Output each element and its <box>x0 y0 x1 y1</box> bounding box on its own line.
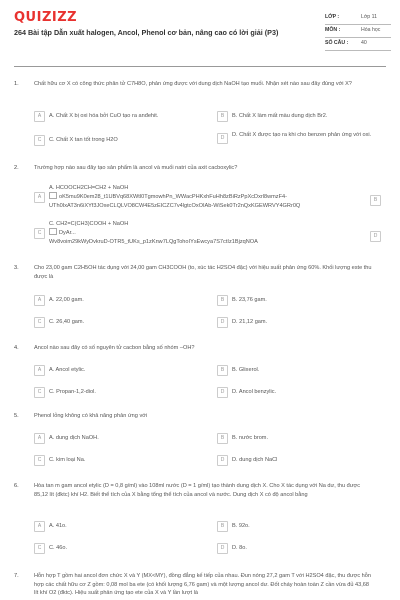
option-b[interactable] <box>217 362 382 378</box>
option-text: D. Ancol benzylic. <box>232 389 277 395</box>
image-alt-text: DyAr... <box>59 230 76 237</box>
option-a[interactable] <box>34 518 204 534</box>
option-d[interactable] <box>217 452 382 468</box>
option-text: D. 21,12 gam. <box>232 319 268 325</box>
option-c[interactable] <box>34 540 204 556</box>
option-letter-box: D <box>217 455 228 466</box>
question-number: 5. <box>14 413 19 419</box>
question-2 <box>14 164 386 256</box>
option-a[interactable] <box>34 362 204 378</box>
option-text: A. Chất X bị oxi hóa bởi CuO tạo ra anđehit. <box>49 113 159 119</box>
image-alt-text: UTh0IxAT3n6iXYf3JOxeCLQLVO8CW4E5zEICZC7v4lgtcOxOIAb-WiSek0Tr2nQxKGEWRVY4GRr0Q <box>49 202 301 209</box>
option-letter-box: A <box>34 365 45 376</box>
option-text: A. HCOOCH2CH=CH2 + NaOH <box>49 185 129 191</box>
option-letter-box: C <box>34 135 45 146</box>
option-letter-box: B <box>217 295 228 306</box>
meta-table <box>325 12 391 51</box>
meta-label: SỐ CÂU : <box>325 40 349 46</box>
question-6 <box>14 482 386 564</box>
option-letter-box: A <box>34 192 45 203</box>
meta-label: MÔN : <box>325 27 341 33</box>
question-number: 3. <box>14 265 19 271</box>
option-a[interactable] <box>34 430 204 446</box>
option-letter-box: A <box>34 295 45 306</box>
question-7 <box>14 572 386 600</box>
option-letter-box: A <box>34 521 45 532</box>
option-letter-box: B <box>370 195 381 206</box>
option-text-block <box>49 184 300 210</box>
option-text: B. Glixerol. <box>232 367 260 373</box>
option-c[interactable] <box>34 384 204 400</box>
question-text: Hòa tan m gam ancol etylic (D = 0,8 g/ml) vào 108ml nước (D = 1 g/ml) tạo thành dung dịch X. Cho X tác dụng với Na dư, thu được 85,12 lít (đktc) khí H2. Biết thể tích của X bằng tổng thể tích của ancol và nước. Dung dịch X có độ ancol bằng <box>34 483 361 498</box>
option-text: C. CH2=C(CH3)COOH + NaOH <box>49 221 129 227</box>
option-text: A. dung dịch NaOH. <box>49 435 99 441</box>
option-text: B. Chất X làm mất màu dung dịch Br2. <box>232 113 328 119</box>
broken-image-line <box>49 228 258 237</box>
question-text: Hỗn hợp T gồm hai ancol đơn chức X và Y (MX<MY), đồng đẳng kế tiếp của nhau. Đun nóng 27,2 gam T với H2SO4 đặc, thu được hỗn hợp các chất hữu cơ Z gồm: 0,08 mol ba ete (có khối lượng 6,76 gam) và một lượng ancol dư. Đốt cháy hoàn toàn Z cần vừa đủ 43,68 lít khí O2 (đktc). Hiệu suất phản ứng tạo ete của X và Y lần lượt là <box>34 573 372 597</box>
option-b[interactable] <box>217 518 382 534</box>
option-text: C. kim loại Na. <box>49 457 86 463</box>
question-3 <box>14 264 386 336</box>
option-letter-box: A <box>34 433 45 444</box>
option-d[interactable] <box>217 314 382 330</box>
option-text: B. 23,76 gam. <box>232 297 267 303</box>
option-letter-box: C <box>34 228 45 239</box>
question-text: Phenol lỏng không có khả năng phản ứng với <box>34 413 148 419</box>
option-a[interactable] <box>34 292 204 308</box>
option-text: D. Chất X được tạo ra khi cho benzen phản ứng với oxi. <box>232 132 372 138</box>
option-text: A. Ancol etylic. <box>49 367 86 373</box>
option-c[interactable] <box>34 132 204 148</box>
meta-row-grade <box>325 12 391 25</box>
option-text: C. 26,40 gam. <box>49 319 85 325</box>
question-number: 1. <box>14 81 19 87</box>
option-letter-box: C <box>34 455 45 466</box>
broken-image-line <box>49 192 300 201</box>
meta-row-subject <box>325 25 391 38</box>
option-a[interactable] <box>34 182 374 212</box>
option-text: A. 22,00 gam. <box>49 297 84 303</box>
option-d[interactable] <box>217 384 382 400</box>
broken-image-icon <box>49 192 57 199</box>
option-letter-box: C <box>34 317 45 328</box>
meta-value: Hóa học <box>361 27 381 33</box>
question-text: Chất hữu cơ X có công thức phân tử C7H8O, phản ứng được với dung dịch NaOH tạo muối. Nhận xét nào sau đây đúng với X? <box>34 81 352 87</box>
question-4 <box>14 344 386 408</box>
option-b[interactable] <box>217 292 382 308</box>
meta-value: 40 <box>361 40 367 46</box>
question-5 <box>14 412 386 476</box>
option-b[interactable] <box>217 430 382 446</box>
option-letter-box: D <box>370 231 381 242</box>
option-letter-box: D <box>217 317 228 328</box>
question-text: Cho 23,00 gam C2H5OH tác dụng với 24,00 gam CH3COOH (to, xúc tác H2SO4 đặc) với hiệu suất phản ứng 60%. Khối lượng este thu được là <box>34 265 372 280</box>
question-number: 2. <box>14 165 19 171</box>
broken-image-icon <box>49 228 57 235</box>
option-text: B. 92o. <box>232 523 250 529</box>
question-number: 7. <box>14 573 19 579</box>
option-letter-box: B <box>217 365 228 376</box>
option-b[interactable] <box>217 108 382 124</box>
option-c[interactable] <box>34 314 204 330</box>
option-text: C. Chất X tan tốt trong H2O <box>49 137 118 143</box>
option-text: B. nước brom. <box>232 435 269 441</box>
image-alt-text: Wv8voim29kWyDvkruD-OTR5_tUKs_p1zKnw7LQgTohoIYsEwcya7S7ctIz1BjzqNOA <box>49 238 258 245</box>
meta-row-count <box>325 38 391 51</box>
question-1 <box>14 80 386 160</box>
option-text: D. dung dịch NaCl <box>232 457 278 463</box>
option-letter-box: B <box>217 111 228 122</box>
option-c[interactable] <box>34 452 204 468</box>
page-title: 264 Bài tập Dẫn xuất halogen, Ancol, Phenol cơ bản, nâng cao có lời giải (P3) <box>14 28 279 37</box>
option-d[interactable] <box>217 540 382 556</box>
option-b[interactable] <box>370 192 384 208</box>
option-d[interactable] <box>370 228 384 244</box>
question-number: 4. <box>14 345 19 351</box>
option-letter-box: B <box>217 521 228 532</box>
quizizz-logo: QUIZIZZ <box>14 10 78 25</box>
option-c[interactable] <box>34 218 374 248</box>
option-text-block <box>49 220 258 246</box>
option-text: C. Propan-1,2-diol. <box>49 389 96 395</box>
option-letter-box: C <box>34 387 45 398</box>
option-d[interactable] <box>217 130 382 152</box>
option-letter-box: C <box>34 543 45 554</box>
question-text: Trường hợp nào sau đây tạo sản phẩm là ancol và muối natri của axit cacboxylic? <box>34 165 238 171</box>
option-letter-box: A <box>34 111 45 122</box>
option-letter-box: B <box>217 433 228 444</box>
option-text: D. 8o. <box>232 545 247 551</box>
meta-label: LỚP : <box>325 14 340 20</box>
option-letter-box: D <box>217 387 228 398</box>
image-alt-text: oK5mu9K0em28_t1UBVq68XWtl0TgmowhPn_WWacPHKxhFuHh8zBiRzPpXcDxrl8wmzF4- <box>59 194 287 201</box>
question-text: Ancol nào sau đây có số nguyên tử cacbon bằng số nhóm –OH? <box>34 345 195 351</box>
option-letter-box: D <box>217 133 228 144</box>
header-divider <box>14 66 386 67</box>
option-letter-box: D <box>217 543 228 554</box>
meta-value: Lớp 11 <box>361 14 377 20</box>
page-header <box>0 0 400 62</box>
option-text: A. 41o. <box>49 523 67 529</box>
option-a[interactable] <box>34 108 204 124</box>
question-number: 6. <box>14 483 19 489</box>
option-text: C. 46o. <box>49 545 68 551</box>
